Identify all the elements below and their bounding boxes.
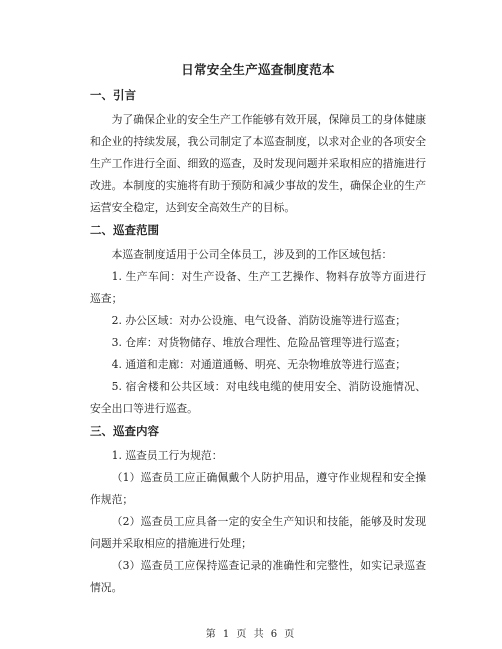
section-heading: 三、巡查内容: [90, 424, 159, 438]
section-heading: 一、引言: [90, 88, 136, 102]
list-item: 1. 巡查员工行为规范：: [111, 449, 223, 462]
paragraph: 为了确保企业的安全生产工作能够有效开展，保障员工的身体健康和企业的持续发展，我公司制定了本巡查制度，以求对企业的各项安全生产工作进行全面、细致的巡查，及时发现问题并采取相应的措施进行改进。本制度的实施将有助于预防和减少事故的发生，确保企业的生产运营安全稳定，达到安全高效生产的目标。: [90, 113, 426, 214]
document-body: [90, 62, 426, 603]
section-introduction: [90, 88, 426, 219]
document-title: 日常安全生产巡查制度范本: [181, 62, 335, 77]
paragraph: 本巡查制度适用于公司全体员工，涉及到的工作区域包括：: [111, 248, 393, 261]
section-scope: [90, 223, 426, 420]
list-item: 1. 生产车间：对生产设备、生产工艺操作、物料存放等方面进行巡查；: [90, 270, 426, 305]
list-item: （1）巡查员工应正确佩戴个人防护用品，遵守作业规程和安全操作规范；: [90, 471, 426, 506]
list-item: 3. 仓库：对货物储存、堆放合理性、危险品管理等进行巡查；: [111, 336, 407, 349]
list-item: 4. 通道和走廊：对通道通畅、明亮、无杂物堆放等进行巡查；: [111, 358, 407, 371]
list-item: （2）巡查员工应具备一定的安全生产知识和技能，能够及时发现问题并采取相应的措施进行处理；: [90, 515, 426, 550]
list-item: 2. 办公区域：对办公设施、电气设备、消防设施等进行巡查；: [111, 314, 407, 327]
page-footer: 第 1 页 共 6 页: [205, 629, 297, 640]
section-content: [90, 424, 426, 599]
section-heading: 二、巡查范围: [90, 223, 159, 237]
list-item: 5. 宿舍楼和公共区域：对电线电缆的使用安全、消防设施情况、安全出口等进行巡查。: [90, 380, 426, 415]
list-item: （3）巡查员工应保持巡查记录的准确性和完整性，如实记录巡查情况。: [90, 559, 426, 594]
